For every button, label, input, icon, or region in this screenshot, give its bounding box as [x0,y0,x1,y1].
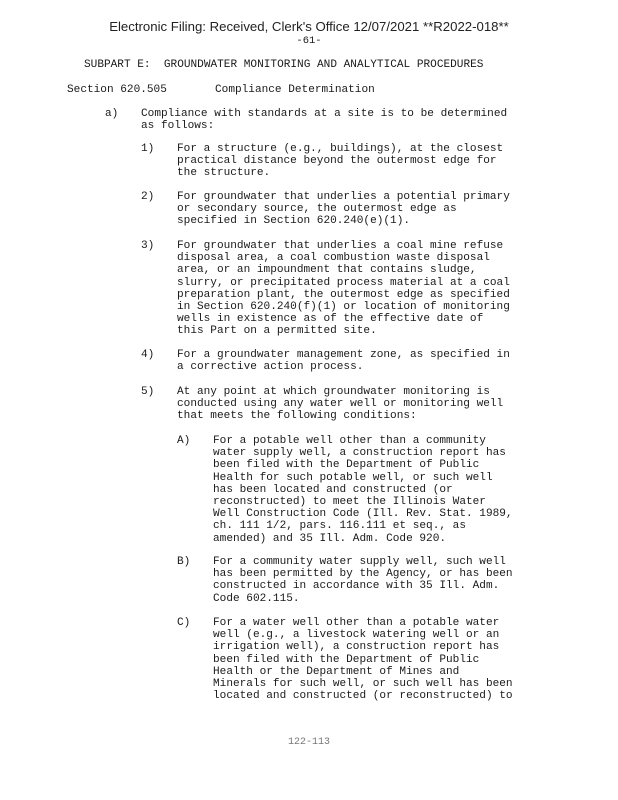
text-line: Compliance with standards at a site is to be determined [141,108,508,120]
text-line: Minerals for such well, or such well has been [213,678,513,691]
text-line: located and constructed (or reconstructed) to [213,690,513,703]
text-line: amended) and 35 Ill. Adm. Code 920. [213,532,447,545]
item-2-label: 2) [141,191,155,203]
item-4-label: 4) [141,349,155,361]
subitem-c-label: C) [177,617,191,629]
text-line: well (e.g., a livestock watering well or an [213,629,500,642]
subitem-b-label: B) [177,556,191,568]
text-line: ch. 111 1/2, pars. 116.111 et seq., as [213,520,466,533]
text-line: For a water well other than a potable water [213,617,500,629]
text-line: that meets the following conditions: [177,410,417,423]
text-line: Health or the Department of Mines and [213,665,460,678]
item-3-label: 3) [141,240,155,252]
text-line: preparation plant, the outermost edge as specified [177,288,510,301]
text-line: in Section 620.240(f)(1) or location of monitoring [177,301,510,314]
text-line: For a community water supply well, such well [213,556,506,568]
text-line: has been located and constructed (or [213,483,453,496]
text-line: For groundwater that underlies a coal mine refuse [177,240,504,252]
text-line: water supply well, a construction report has [213,447,506,460]
text-line: irrigation well), a construction report has [213,641,500,654]
subitem-c-text [213,617,513,702]
text-line: has been permitted by the Agency, or has been [213,568,513,581]
text-line: conducted using any water well or monitoring well [177,398,504,411]
item-2-text [177,191,510,228]
text-line: as follows: [141,120,215,133]
text-line: been filed with the Department of Public [213,459,480,472]
text-line: Health for such potable well, or such well [213,471,493,484]
text-line: For a structure (e.g., buildings), at the closest [177,143,504,155]
text-line: practical distance beyond the outermost edge for [177,155,497,168]
text-line: specified in Section 620.240(e)(1). [177,215,411,228]
text-line: wells in existence as of the effective date of [177,313,484,326]
text-line: For a potable well other than a community [213,435,486,447]
text-line: At any point at which groundwater monitoring is [177,386,490,398]
text-line: For groundwater that underlies a potential primary [177,191,510,203]
item-5-text [177,386,503,423]
text-line: or secondary source, the outermost edge as [177,203,457,216]
text-line: Code 602.115. [213,592,300,605]
text-line: this Part on a permitted site. [177,325,377,338]
text-line: reconstructed) to meet the Illinois Water [213,496,486,509]
text-line: been filed with the Department of Public [213,653,480,666]
page-footer: 122-113 [287,737,330,748]
item-a-label: a) [105,108,119,120]
text-line: constructed in accordance with 35 Ill. Adm. [213,580,500,593]
page-number: -61- [296,35,322,47]
filing-stamp: Electronic Filing: Received, Clerk's Office 12/07/2021 **R2022-018** [109,19,509,34]
text-line: area, or an impoundment that contains sludge, [177,264,477,277]
text-line: slurry, or precipitated process material at a coal [177,276,510,289]
item-a-text [141,108,507,132]
subitem-a-label: A) [177,435,191,447]
item-1-label: 1) [141,143,155,155]
subitem-a-text [213,435,513,545]
item-3-text [177,240,510,338]
text-line: Well Construction Code (Ill. Rev. Stat. 1989, [213,508,513,521]
item-4-text [177,349,510,373]
text-line: the structure. [177,167,271,180]
text-line: disposal area, a coal combustion waste disposal [177,252,490,265]
section-number: Section 620.505 [67,84,167,96]
subpart-title: SUBPART E: GROUNDWATER MONITORING AND ANALYTICAL PROCEDURES [84,59,484,71]
text-line: a corrective action process. [177,361,364,374]
item-5-label: 5) [141,386,155,398]
subitem-b-text [213,556,513,605]
text-line: For a groundwater management zone, as specified in [177,349,510,361]
item-1-text [177,143,503,180]
section-title: Compliance Determination [215,84,375,96]
